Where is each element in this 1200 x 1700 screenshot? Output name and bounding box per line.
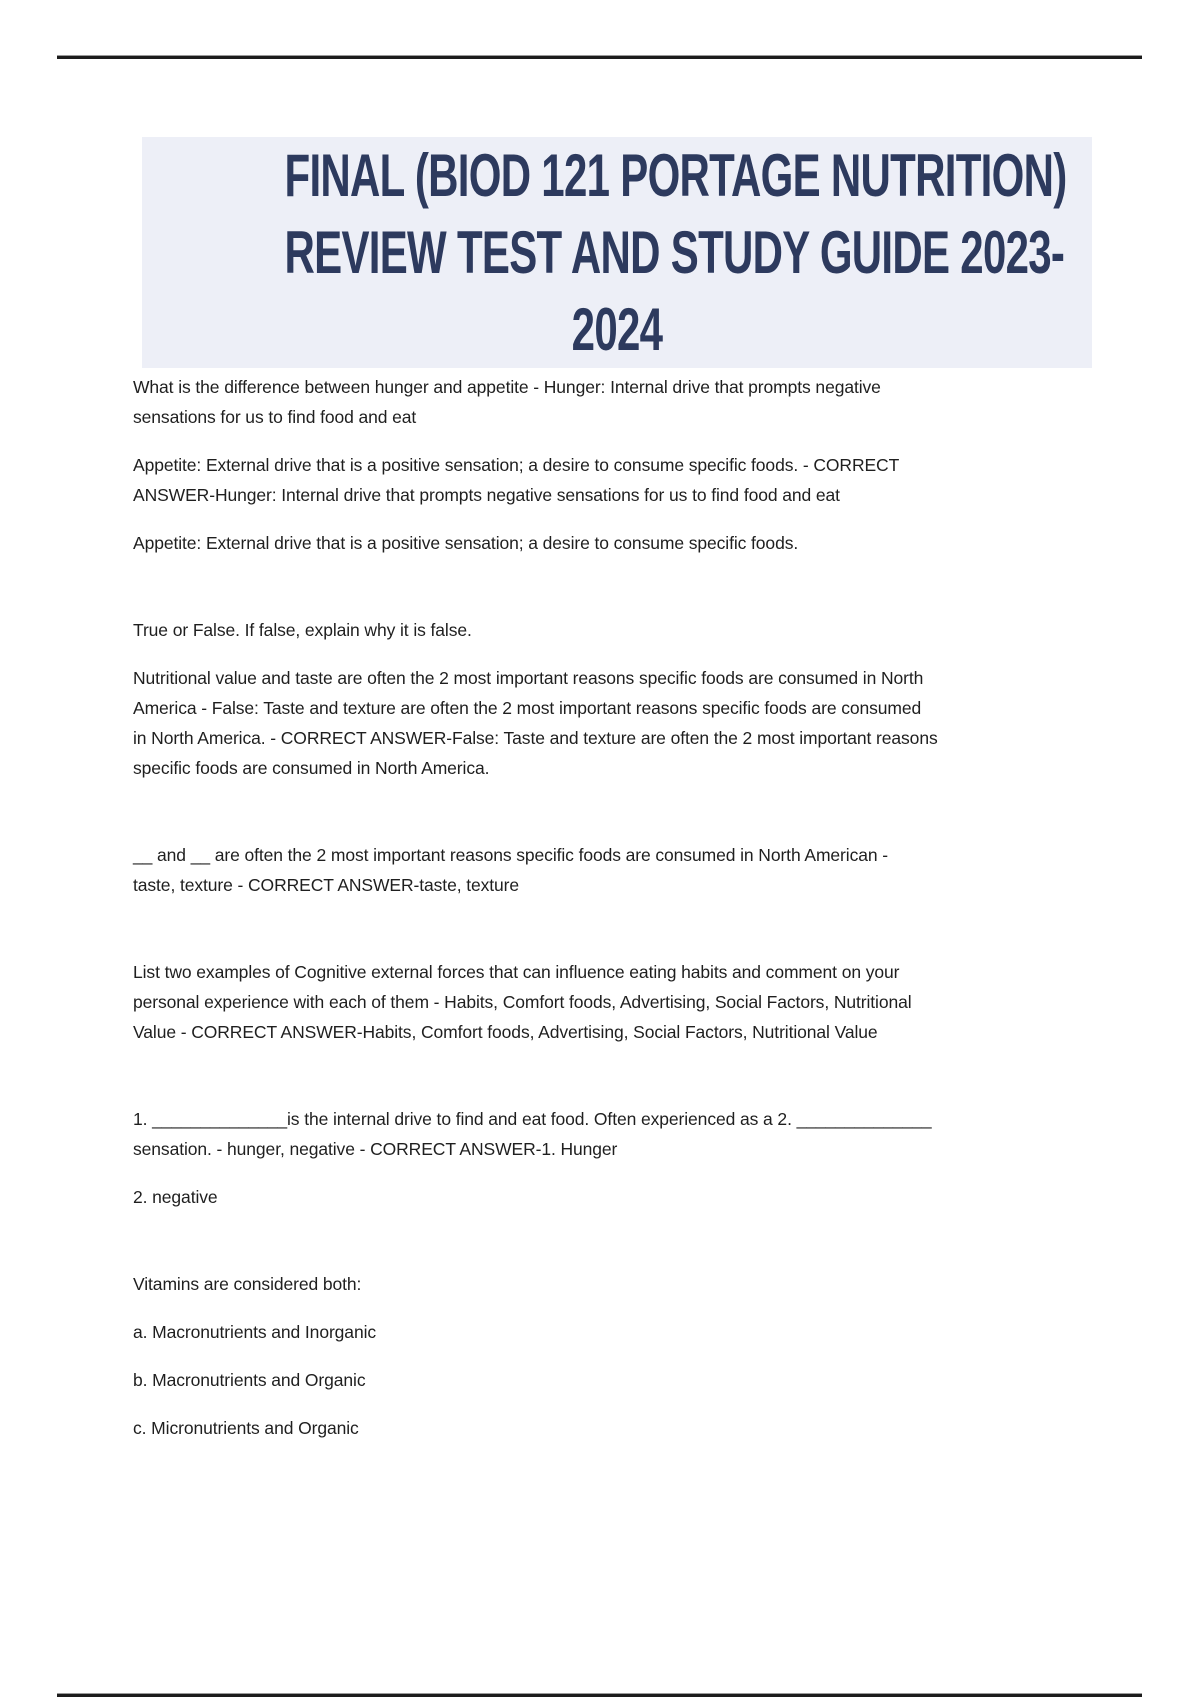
text-line: What is the difference between hunger and appetite - Hunger: Internal drive that prompts negative [133, 377, 881, 397]
paragraph [133, 1104, 1013, 1164]
text-line: Appetite: External drive that is a positive sensation; a desire to consume specific foods. - CORRECT [133, 455, 900, 475]
text-line: taste, texture - CORRECT ANSWER-taste, texture [133, 875, 520, 895]
text-line: c. Micronutrients and Organic [133, 1418, 359, 1438]
text-line: __ and __ are often the 2 most important reasons specific foods are consumed in North American - [133, 845, 888, 865]
text-line: a. Macronutrients and Inorganic [133, 1322, 377, 1342]
paragraph [133, 1182, 1013, 1212]
paragraph [133, 1365, 1013, 1395]
paragraph [133, 663, 1013, 783]
text-line: Nutritional value and taste are often the 2 most important reasons specific foods are consumed in North [133, 668, 924, 688]
paragraph [133, 450, 1013, 510]
qa-section [133, 957, 1013, 1047]
text-line: personal experience with each of them - Habits, Comfort foods, Advertising, Social Factors, Nutritional [133, 992, 912, 1012]
paragraph [133, 1317, 1013, 1347]
text-line: sensations for us to find food and eat [133, 407, 417, 427]
qa-section [133, 840, 1013, 900]
text-line: True or False. If false, explain why it is false. [133, 620, 472, 640]
paragraph [133, 840, 1013, 900]
text-line: 2. negative [133, 1187, 218, 1207]
page-title-line-2: REVIEW TEST AND STUDY GUIDE 2023- [284, 219, 1065, 286]
paragraph [133, 957, 1013, 1047]
qa-section [133, 615, 1013, 783]
text-line: List two examples of Cognitive external forces that can influence eating habits and comment on your [133, 962, 900, 982]
qa-section [133, 1269, 1013, 1443]
qa-section [133, 1104, 1013, 1212]
text-line: America - False: Taste and texture are often the 2 most important reasons specific foods are consumed [133, 698, 922, 718]
text-line: Appetite: External drive that is a positive sensation; a desire to consume specific foods. [133, 533, 799, 553]
title-banner [142, 137, 1092, 368]
qa-section [133, 372, 1013, 558]
page-title-line-1: FINAL (BIOD 121 PORTAGE NUTRITION) [284, 142, 1067, 209]
text-line: Vitamins are considered both: [133, 1274, 362, 1294]
text-line: Value - CORRECT ANSWER-Habits, Comfort foods, Advertising, Social Factors, Nutritional Value [133, 1022, 878, 1042]
text-line: sensation. - hunger, negative - CORRECT ANSWER-1. Hunger [133, 1139, 618, 1159]
text-line: in North America. - CORRECT ANSWER-False: Taste and texture are often the 2 most important reasons [133, 728, 938, 748]
page-title-line-3: 2024 [571, 296, 663, 363]
bottom-border-rule [57, 1694, 1142, 1697]
text-line: ANSWER-Hunger: Internal drive that prompts negative sensations for us to find food and eat [133, 485, 840, 505]
paragraph [133, 372, 1013, 432]
text-line: specific foods are consumed in North America. [133, 758, 490, 778]
paragraph [133, 615, 1013, 645]
top-border-rule [57, 56, 1142, 59]
text-line: b. Macronutrients and Organic [133, 1370, 366, 1390]
text-line: 1. ______________is the internal drive to find and eat food. Often experienced as a 2. ______________ [133, 1109, 932, 1129]
paragraph [133, 528, 1013, 558]
paragraph [133, 1413, 1013, 1443]
paragraph [133, 1269, 1013, 1299]
document-body [133, 372, 1013, 1443]
